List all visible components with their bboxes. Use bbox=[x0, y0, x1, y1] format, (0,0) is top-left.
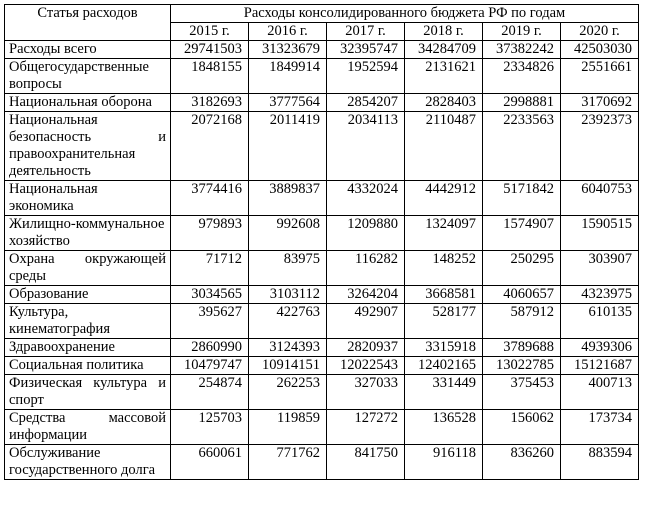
table-row bbox=[5, 375, 639, 410]
table-row bbox=[5, 94, 639, 112]
table-row bbox=[5, 339, 639, 357]
expense-value-cell: 119859 bbox=[249, 410, 327, 445]
expense-value-cell: 992608 bbox=[249, 216, 327, 251]
expense-value-cell: 83975 bbox=[249, 251, 327, 286]
expense-item-name: Национальная экономика bbox=[5, 181, 171, 216]
expense-value-cell: 2828403 bbox=[405, 94, 483, 112]
expense-item-name: Национальная оборона bbox=[5, 94, 171, 112]
header-row-group bbox=[5, 5, 639, 23]
expense-item-name: Охрана окружающей среды bbox=[5, 251, 171, 286]
expense-value-cell: 400713 bbox=[561, 375, 639, 410]
expense-value-cell: 148252 bbox=[405, 251, 483, 286]
expense-value-cell: 10479747 bbox=[171, 357, 249, 375]
expense-value-cell: 3182693 bbox=[171, 94, 249, 112]
expense-value-cell: 1324097 bbox=[405, 216, 483, 251]
expense-value-cell: 4332024 bbox=[327, 181, 405, 216]
expense-value-cell: 303907 bbox=[561, 251, 639, 286]
expense-value-cell: 2854207 bbox=[327, 94, 405, 112]
year-header: 2016 г. bbox=[249, 23, 327, 41]
expense-value-cell: 1209880 bbox=[327, 216, 405, 251]
budget-expenses-table bbox=[4, 4, 639, 480]
table-row bbox=[5, 410, 639, 445]
table-row bbox=[5, 181, 639, 216]
table-body bbox=[5, 41, 639, 480]
expense-value-cell: 4060657 bbox=[483, 286, 561, 304]
expense-item-name: Жилищно-коммунальное хозяйство bbox=[5, 216, 171, 251]
year-header: 2015 г. bbox=[171, 23, 249, 41]
expense-value-cell: 2998881 bbox=[483, 94, 561, 112]
expense-item-name: Национальная безопасность и правоохранительная деятельность bbox=[5, 112, 171, 181]
expense-value-cell: 3789688 bbox=[483, 339, 561, 357]
expense-value-cell: 29741503 bbox=[171, 41, 249, 59]
expense-value-cell: 1590515 bbox=[561, 216, 639, 251]
expense-value-cell: 71712 bbox=[171, 251, 249, 286]
table-row bbox=[5, 357, 639, 375]
expense-value-cell: 836260 bbox=[483, 445, 561, 480]
expense-value-cell: 42503030 bbox=[561, 41, 639, 59]
expense-value-cell: 1952594 bbox=[327, 59, 405, 94]
expense-value-cell: 3777564 bbox=[249, 94, 327, 112]
expense-value-cell: 2233563 bbox=[483, 112, 561, 181]
expense-value-cell: 331449 bbox=[405, 375, 483, 410]
year-header: 2018 г. bbox=[405, 23, 483, 41]
expense-value-cell: 883594 bbox=[561, 445, 639, 480]
expense-value-cell: 660061 bbox=[171, 445, 249, 480]
expense-value-cell: 2334826 bbox=[483, 59, 561, 94]
expense-value-cell: 2072168 bbox=[171, 112, 249, 181]
expense-value-cell: 34284709 bbox=[405, 41, 483, 59]
expense-item-name: Социальная политика bbox=[5, 357, 171, 375]
expense-value-cell: 979893 bbox=[171, 216, 249, 251]
expense-value-cell: 4323975 bbox=[561, 286, 639, 304]
expense-value-cell: 587912 bbox=[483, 304, 561, 339]
expense-value-cell: 4939306 bbox=[561, 339, 639, 357]
expense-value-cell: 2860990 bbox=[171, 339, 249, 357]
expense-value-cell: 2011419 bbox=[249, 112, 327, 181]
expense-value-cell: 3264204 bbox=[327, 286, 405, 304]
table-row bbox=[5, 304, 639, 339]
expense-value-cell: 116282 bbox=[327, 251, 405, 286]
year-header: 2017 г. bbox=[327, 23, 405, 41]
year-header: 2019 г. bbox=[483, 23, 561, 41]
expense-value-cell: 12402165 bbox=[405, 357, 483, 375]
table-row bbox=[5, 216, 639, 251]
expense-value-cell: 136528 bbox=[405, 410, 483, 445]
expense-value-cell: 13022785 bbox=[483, 357, 561, 375]
expense-value-cell: 2034113 bbox=[327, 112, 405, 181]
expense-value-cell: 2392373 bbox=[561, 112, 639, 181]
expense-value-cell: 3315918 bbox=[405, 339, 483, 357]
expense-value-cell: 12022543 bbox=[327, 357, 405, 375]
table-row bbox=[5, 59, 639, 94]
expense-value-cell: 37382242 bbox=[483, 41, 561, 59]
expense-value-cell: 5171842 bbox=[483, 181, 561, 216]
expense-value-cell: 2131621 bbox=[405, 59, 483, 94]
expense-item-name: Общегосударственные вопросы bbox=[5, 59, 171, 94]
expense-item-name: Расходы всего bbox=[5, 41, 171, 59]
item-column-header: Статья расходов bbox=[5, 5, 171, 41]
expense-value-cell: 1574907 bbox=[483, 216, 561, 251]
expense-value-cell: 3124393 bbox=[249, 339, 327, 357]
expense-value-cell: 262253 bbox=[249, 375, 327, 410]
expense-value-cell: 528177 bbox=[405, 304, 483, 339]
expense-value-cell: 3774416 bbox=[171, 181, 249, 216]
expense-value-cell: 2820937 bbox=[327, 339, 405, 357]
expense-value-cell: 125703 bbox=[171, 410, 249, 445]
expense-value-cell: 916118 bbox=[405, 445, 483, 480]
expense-item-name: Средства массовой информации bbox=[5, 410, 171, 445]
table-row bbox=[5, 41, 639, 59]
expense-value-cell: 375453 bbox=[483, 375, 561, 410]
year-header: 2020 г. bbox=[561, 23, 639, 41]
expense-value-cell: 156062 bbox=[483, 410, 561, 445]
expense-value-cell: 32395747 bbox=[327, 41, 405, 59]
expense-value-cell: 1849914 bbox=[249, 59, 327, 94]
expense-item-name: Здравоохранение bbox=[5, 339, 171, 357]
expense-value-cell: 3668581 bbox=[405, 286, 483, 304]
expense-value-cell: 127272 bbox=[327, 410, 405, 445]
expense-value-cell: 10914151 bbox=[249, 357, 327, 375]
expense-value-cell: 2110487 bbox=[405, 112, 483, 181]
expense-value-cell: 3034565 bbox=[171, 286, 249, 304]
expense-value-cell: 2551661 bbox=[561, 59, 639, 94]
expense-value-cell: 173734 bbox=[561, 410, 639, 445]
expense-value-cell: 422763 bbox=[249, 304, 327, 339]
expense-item-name: Образование bbox=[5, 286, 171, 304]
expense-value-cell: 250295 bbox=[483, 251, 561, 286]
table-row bbox=[5, 112, 639, 181]
expense-value-cell: 254874 bbox=[171, 375, 249, 410]
expense-item-name: Физическая культура и спорт bbox=[5, 375, 171, 410]
expense-value-cell: 1848155 bbox=[171, 59, 249, 94]
expense-value-cell: 492907 bbox=[327, 304, 405, 339]
expense-value-cell: 6040753 bbox=[561, 181, 639, 216]
expense-item-name: Культура, кинематография bbox=[5, 304, 171, 339]
expense-value-cell: 3170692 bbox=[561, 94, 639, 112]
expense-value-cell: 327033 bbox=[327, 375, 405, 410]
expense-value-cell: 31323679 bbox=[249, 41, 327, 59]
budget-table-container bbox=[4, 4, 639, 480]
expense-value-cell: 610135 bbox=[561, 304, 639, 339]
table-row bbox=[5, 445, 639, 480]
expense-value-cell: 771762 bbox=[249, 445, 327, 480]
expense-value-cell: 841750 bbox=[327, 445, 405, 480]
expense-value-cell: 3889837 bbox=[249, 181, 327, 216]
expense-value-cell: 395627 bbox=[171, 304, 249, 339]
years-group-header: Расходы консолидированного бюджета РФ по годам bbox=[171, 5, 639, 23]
table-row bbox=[5, 286, 639, 304]
table-row bbox=[5, 251, 639, 286]
expense-value-cell: 15121687 bbox=[561, 357, 639, 375]
expense-value-cell: 4442912 bbox=[405, 181, 483, 216]
expense-value-cell: 3103112 bbox=[249, 286, 327, 304]
expense-item-name: Обслуживание государственного долга bbox=[5, 445, 171, 480]
